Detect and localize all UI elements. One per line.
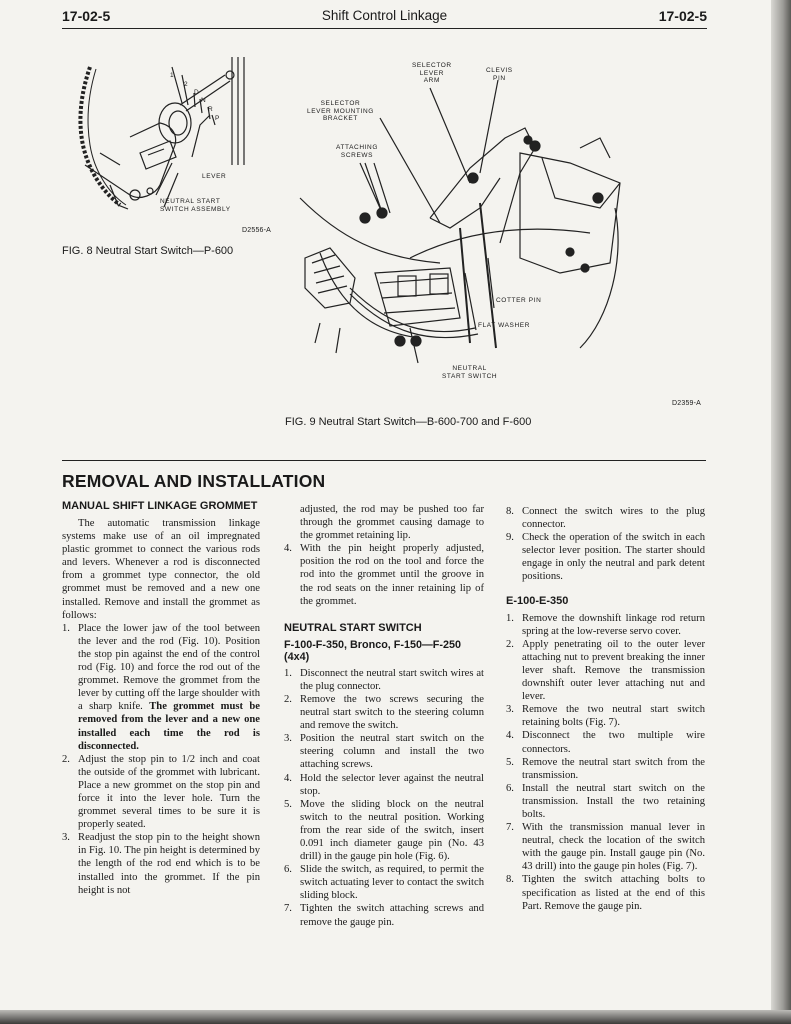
list-item: 2. Adjust the stop pin to 1/2 inch and coat the outside of the grommet with lubricant. Place a new grommet on the stop pin and force it into the lever hole. Turn the grommet several times to be sure it is properly seated. — [62, 753, 260, 831]
col2-grommet-steps — [284, 503, 484, 608]
list-item: 9. Check the operation of the switch in each selector lever position. The starter should engage in only the neutral and park detent positions. — [506, 532, 705, 583]
fig9-label-mounting-bracket: SELECTOR LEVER MOUNTING BRACKET — [307, 100, 374, 122]
list-item: 1. Place the lower jaw of the tool between the lever and the rod (Fig. 10). Position the stop pin against the end of the control rod (Fig. 10) and force the rod out of the grommet. Remove the grommet from the lever by cutting off the large shoulder with a sharp knife. The grommet must be removed from the lever and a new one installed each time the rod is disconnected. — [62, 622, 260, 752]
text-column-2 — [284, 503, 484, 929]
fig8-label-1: 1 — [170, 72, 175, 79]
fig9-label-selector-lever-arm: SELECTOR LEVER ARM — [412, 62, 452, 84]
list-item: 8. Connect the switch wires to the plug connector. — [506, 506, 705, 531]
fig8-label-d: D — [194, 89, 200, 96]
list-item: adjusted, the rod may be pushed too far through the grommet causing damage to the grommet retaining lip. — [300, 504, 484, 542]
list-item: 6. Install the neutral start switch on the transmission. Install the two retaining bolts. — [506, 782, 705, 820]
fig9-label-neutral-start-switch: NEUTRAL START SWITCH — [442, 365, 498, 380]
page-bottom-shadow — [0, 1010, 791, 1024]
col2-steps — [284, 667, 484, 929]
section-divider — [62, 460, 706, 461]
figure-9 — [280, 58, 710, 433]
col1-heading: MANUAL SHIFT LINKAGE GROMMET — [62, 500, 258, 512]
figure-8 — [60, 45, 280, 255]
fig9-drawing-id: D2359-A — [672, 400, 702, 407]
fig8-label-switch-assembly: NEUTRAL START SWITCH ASSEMBLY — [160, 198, 231, 213]
list-item: 4. Hold the selector lever against the neutral stop. — [284, 772, 484, 797]
list-item: 5. Remove the neutral start switch from the transmission. — [506, 756, 705, 781]
fig8-caption: FIG. 8 Neutral Start Switch—P-600 — [62, 245, 234, 257]
list-item: 3. Readjust the stop pin to the height shown in Fig. 10. The pin height is determined by the length of the rod end which is to be installed into the grommet. If the pin height is not — [62, 832, 260, 896]
fig9-label-clevis-pin: CLEVIS PIN — [486, 67, 513, 82]
list-item: 2. Apply penetrating oil to the outer lever attaching nut to prevent breaking the inner lever shaft. Remove the transmission downshift outer lever attaching nut and lever. — [506, 638, 705, 703]
list-item: 7. Tighten the switch attaching screws and remove the gauge pin. — [284, 903, 484, 928]
book-binding-shadow — [771, 0, 791, 1024]
col3-steps-a — [506, 505, 705, 584]
list-item: 4. Disconnect the two multiple wire connectors. — [506, 730, 705, 755]
page-header — [62, 6, 707, 29]
col2-subheading: F-100-F-350, Bronco, F-150—F-250 (4x4) — [284, 638, 461, 664]
list-item: 5. Move the sliding block on the neutral switch to the neutral position. Working from the rear side of the switch, insert 0.091 inch diameter gauge pin (No. 43 drill) in the gauge pin hole (Fig. 6). — [284, 798, 484, 863]
fig9-label-attaching-screws: ATTACHING SCREWS — [336, 144, 378, 159]
col1-steps — [62, 622, 260, 897]
col2-heading: NEUTRAL START SWITCH — [284, 621, 422, 634]
page-number-right: 17-02-5 — [658, 8, 707, 24]
list-item: 6. Slide the switch, as required, to permit the switch actuating lever to contact the switch sliding block. — [284, 864, 484, 902]
list-item: 1. Remove the downshift linkage rod return spring at the low-reverse servo cover. — [506, 612, 705, 637]
fig8-label-r: R — [208, 106, 214, 113]
list-item: 1. Disconnect the neutral start switch wires at the plug connector. — [284, 667, 484, 692]
text-column-3 — [506, 505, 705, 913]
text-column-1 — [62, 500, 260, 897]
list-item: 4. With the pin height properly adjusted, position the rod on the tool and force the rod into the grommet until the groove in the rod seats on the inner retaining lip of the grommet. — [284, 543, 484, 607]
page-title: Shift Control Linkage — [321, 8, 448, 23]
col3-heading: E-100-E-350 — [506, 594, 569, 607]
fig8-label-2: 2 — [184, 81, 189, 88]
list-item: 3. Remove the two neutral start switch retaining bolts (Fig. 7). — [506, 704, 705, 729]
section-title: REMOVAL AND INSTALLATION — [62, 471, 326, 491]
col1-intro: The automatic transmission linkage systems make use of an oil impregnated plastic grommet to connect the various rods and levers. Whenever a rod is disconnected from a grommet type connector, the old grommet must be removed and a new one installed. Remove and install the grommet as follows: — [62, 518, 260, 621]
fig8-label-p: P — [215, 115, 220, 122]
fig9-label-cotter-pin: COTTER PIN — [496, 297, 542, 304]
fig9-caption: FIG. 9 Neutral Start Switch—B-600-700 and F-600 — [285, 416, 532, 428]
fig8-label-n: N — [201, 97, 207, 104]
page-number-left: 17-02-5 — [62, 8, 111, 24]
fig8-label-lever: LEVER — [202, 173, 227, 180]
col3-steps-b — [506, 612, 705, 913]
fig8-drawing-id: D2556-A — [242, 227, 272, 234]
list-item: 8. Tighten the switch attaching bolts to specification as listed at the end of this Part. Remove the gauge pin. — [506, 874, 705, 912]
fig9-label-flat-washer: FLAT WASHER — [478, 322, 530, 329]
list-item: 3. Position the neutral start switch on the steering column and install the two attaching screws. — [284, 733, 484, 771]
list-item: 7. With the transmission manual lever in neutral, check the location of the switch with the gauge pin. Install gauge pin (No. 43 drill) into the gauge pin holes (Fig. 7). — [506, 822, 705, 873]
list-item: 2. Remove the two screws securing the neutral start switch to the steering column and remove the switch. — [284, 693, 484, 732]
